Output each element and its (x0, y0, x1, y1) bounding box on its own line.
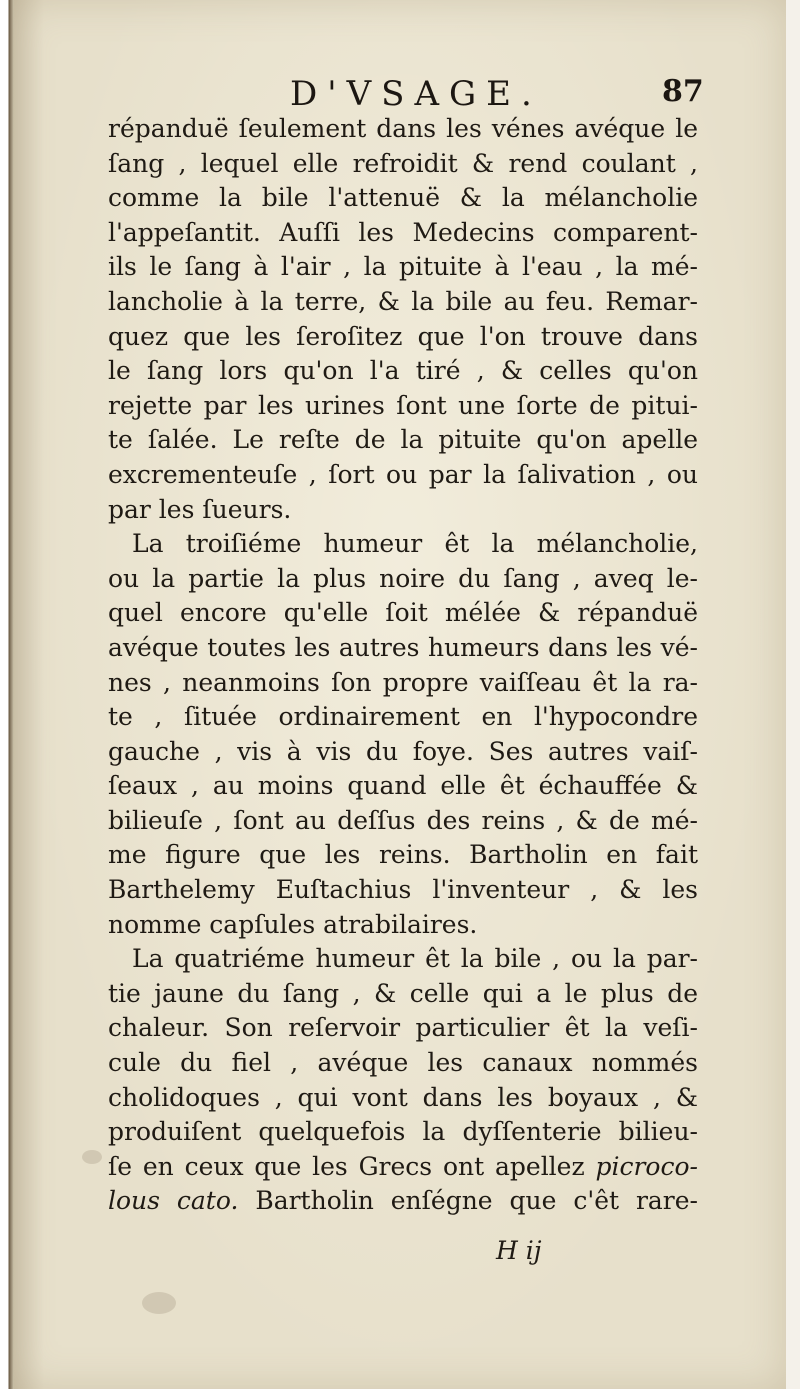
text-line: te ſalée. Le reſte de la pituite qu'on apelle (108, 425, 698, 455)
text-line: Barthelemy Euſtachius l'inventeur , & les (108, 875, 698, 905)
text-line: l'appeſantit. Auſſi les Medecins comparent- (108, 217, 698, 247)
text-line: par les ſueurs. (108, 494, 292, 524)
text-line: gauche , vis à vis du foye. Ses autres vaiſ- (108, 736, 698, 766)
text-line: La quatriéme humeur êt la bile , ou la par- (132, 944, 698, 974)
text-line: tie jaune du ſang , & celle qui a le plus de (108, 978, 698, 1008)
text-line: rejette par les urines ſont une ſorte de pitui- (108, 390, 698, 420)
text-line-with-italic (108, 1150, 698, 1185)
text-line: répanduë ſeulement dans les vénes avéque le (108, 114, 698, 143)
text-line: nes , neanmoins ſon propre vaiſſeau êt la ra- (108, 667, 698, 697)
text-span: Bartholin enſégne que c'êt rare- (255, 1186, 699, 1216)
text-line: lancholie à la terre, & la bile au feu. Remar- (108, 286, 698, 316)
signature-mark: H ij (496, 1236, 542, 1265)
paper-stain (82, 1150, 102, 1164)
paper-stain (142, 1292, 176, 1314)
running-title: D'VSAGE. (290, 74, 542, 114)
text-line: comme la bile l'attenuë & la mélancholie (108, 183, 698, 213)
text-line: avéque toutes les autres humeurs dans les vé- (108, 632, 698, 662)
text-line-with-italic (108, 1184, 698, 1219)
text-line: ou la partie la plus noire du ſang , aveq le- (108, 563, 698, 593)
text-line: quez que les ſeroſitez que l'on trouve dans (108, 321, 698, 351)
italic-term: lous cato. (108, 1186, 239, 1216)
text-span: ſe en ceux que les Grecs ont apellez (108, 1151, 585, 1181)
text-line: te , ſituée ordinairement en l'hypocondre (108, 702, 698, 732)
text-line: chaleur. Son reſervoir particulier êt la veſi- (108, 1013, 698, 1043)
text-line: ſeaux , au moins quand elle êt échauffée & (108, 771, 698, 801)
text-line: le ſang lors qu'on l'a tiré , & celles qu'on (108, 356, 698, 386)
text-line: bilieuſe , ſont au deſſus des reins , & de mé- (108, 805, 698, 835)
text-line: cholidoques , qui vont dans les boyaux , & (108, 1082, 698, 1112)
text-line: La troiſiéme humeur êt la mélancholie, (132, 529, 698, 559)
italic-term: picroco- (595, 1151, 698, 1181)
text-line: quel encore qu'elle ſoit mélée & répanduë (108, 598, 698, 628)
text-line: ſang , lequel elle refroidit & rend coulant , (108, 148, 698, 178)
text-line: excrementeuſe , ſort ou par la ſalivation , ou (108, 459, 698, 489)
text-line: nomme capſules atrabilaires. (108, 909, 478, 939)
body-text (108, 112, 698, 1219)
page-number: 87 (662, 74, 704, 109)
text-line: cule du fiel , avéque les canaux nommés (108, 1048, 698, 1078)
book-spine-shadow (0, 0, 14, 1389)
text-line: ils le ſang à l'air , la pituite à l'eau , la mé- (108, 252, 698, 282)
text-line: produiſent quelquefois la dyſſenterie bilieu- (108, 1117, 698, 1147)
text-line: me figure que les reins. Bartholin en fait (108, 840, 698, 870)
page-edge (786, 0, 800, 1389)
book-page (14, 0, 786, 1389)
